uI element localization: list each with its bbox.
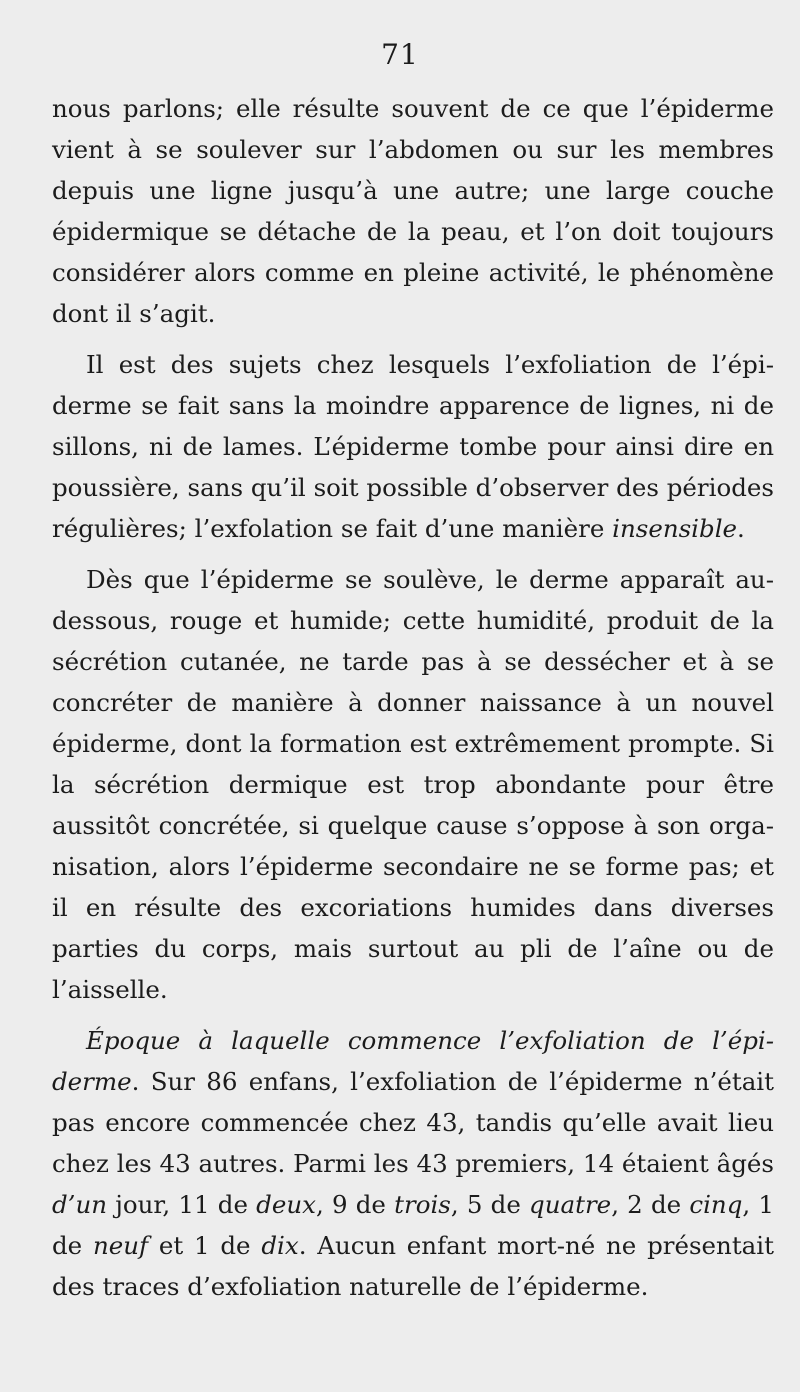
paragraph-p3 [52,559,774,1010]
italic-text: insensible [612,514,738,543]
italic-text: dix [261,1231,299,1260]
text-run: jour, 11 de [107,1190,257,1219]
italic-text: trois [394,1190,451,1219]
text-run: , 5 de [450,1190,530,1219]
text-run: . [737,514,745,543]
page-number: 71 [381,38,419,71]
text-run: , 9 de [315,1190,395,1219]
italic-text: cinq [689,1190,743,1219]
italic-text: d’un [52,1190,108,1219]
italic-text: deux [256,1190,316,1219]
italic-text: Époque à laquelle commence l’exfoliation de l’épiderme [52,1026,774,1096]
text-run: et 1 de [148,1231,262,1260]
paragraph-p4 [52,1020,774,1307]
italic-text: neuf [92,1231,149,1260]
text-run: , 2 de [611,1190,690,1219]
page-body [52,88,774,1307]
paragraph-p2 [52,344,774,549]
text-run: . Sur 86 enfans, l’exfoliation de l’épiderme n’était pas encore commencée chez 43, tandis qu’elle avait lieu chez les 43 autres. Parmi les 43 premiers, 14 étaient âgés [52,1067,774,1178]
text-run: nous parlons; elle résulte souvent de ce que l’épiderme vient à se soulever sur l’abdomen ou sur les membres depuis une ligne jusqu’à une autre; une large couche épidermique se détache de la peau, et l’on doit toujours considérer alors comme en pleine activité, le phénomène dont il s’agit. [52,94,774,328]
paragraph-p1 [52,88,774,334]
italic-text: quatre [529,1190,612,1219]
text-run: Dès que l’épiderme se soulève, le derme apparaît audessous, rouge et humide; cette humidité, produit de la sécrétion cutanée, ne tarde pas à se dessécher et à se concréter de manière à donner naissance à un nouvel épiderme, dont la formation est extrêmement prompte. Si la sécrétion dermique est trop abondante pour être aussitôt concrétée, si quelque cause s’oppose à son organisation, alors l’épiderme secondaire ne se forme pas; et il en résulte des excoriations humides dans diverses parties du corps, mais surtout au pli de l’aîne ou de l’aisselle. [52,565,774,1004]
text-run: Il est des sujets chez lesquels l’exfoliation de l’épiderme se fait sans la moindre apparence de lignes, ni de sillons, ni de lames. L’épiderme tombe pour ainsi dire en poussière, sans qu’il soit possible d’observer des périodes régulières; l’exfolation se fait d’une manière [52,350,774,543]
text-run: . Aucun enfant mort-né ne présentait des traces d’exfoliation naturelle de l’épiderme. [52,1231,774,1301]
text-run: , 1 de [52,1190,774,1260]
